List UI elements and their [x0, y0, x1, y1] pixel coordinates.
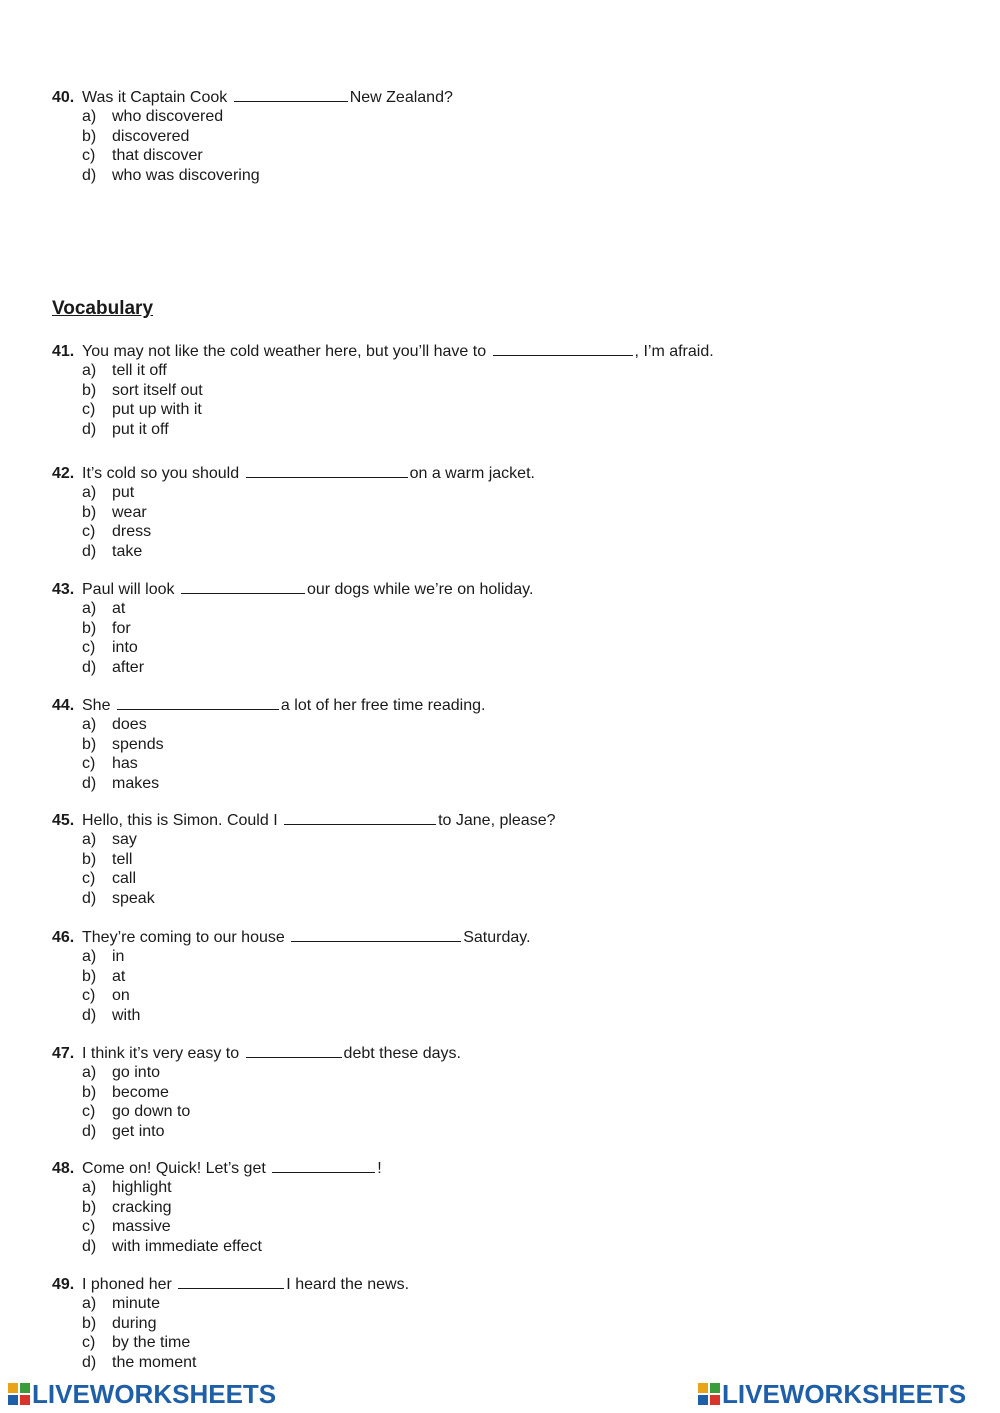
answer-option[interactable]: [52, 361, 952, 381]
question-number: 45.: [52, 812, 75, 829]
option-letter: d): [82, 1006, 97, 1024]
option-text: has: [112, 755, 138, 772]
option-letter: d): [82, 1353, 97, 1371]
option-letter: c): [82, 147, 96, 164]
option-text: say: [112, 831, 137, 848]
option-letter: b): [82, 850, 97, 868]
answer-option[interactable]: [52, 1102, 952, 1122]
liveworksheets-logo-left: [8, 1380, 276, 1408]
answer-option[interactable]: [52, 1237, 952, 1257]
answer-blank[interactable]: [493, 341, 633, 356]
answer-option[interactable]: [52, 967, 952, 987]
answer-option[interactable]: [52, 1217, 952, 1237]
option-letter: a): [82, 108, 97, 125]
logo-text: LIVEWORKSHEETS: [32, 1379, 277, 1409]
option-text: become: [112, 1083, 169, 1101]
option-letter: d): [82, 658, 97, 676]
option-text: put: [112, 484, 135, 501]
question-text-before: Hello, this is Simon. Could I: [82, 812, 283, 829]
question-number: 47.: [52, 1045, 75, 1062]
answer-option[interactable]: [52, 420, 952, 440]
option-text: the moment: [112, 1353, 197, 1371]
answer-option[interactable]: [52, 1178, 952, 1198]
option-letter: d): [82, 889, 97, 907]
option-letter: b): [82, 381, 97, 399]
liveworksheets-logo-right: [698, 1380, 966, 1408]
question-item: [52, 695, 952, 793]
answer-option[interactable]: [52, 522, 952, 542]
option-text: that discover: [112, 147, 203, 164]
question-number: 44.: [52, 697, 75, 714]
question-number: 46.: [52, 929, 75, 946]
answer-option[interactable]: [52, 1006, 952, 1026]
question-text-before: I phoned her: [82, 1276, 177, 1293]
option-letter: a): [82, 948, 97, 965]
question-number: 42.: [52, 465, 75, 482]
option-text: who discovered: [112, 108, 224, 125]
question-text-after: !: [377, 1160, 382, 1177]
option-letter: b): [82, 1314, 97, 1332]
option-letter: a): [82, 362, 97, 379]
answer-blank[interactable]: [234, 87, 348, 102]
option-letter: c): [82, 1334, 96, 1351]
answer-option[interactable]: [52, 1063, 952, 1083]
answer-option[interactable]: [52, 127, 952, 147]
answer-option[interactable]: [52, 735, 952, 755]
option-letter: b): [82, 967, 97, 985]
option-text: put it off: [112, 420, 169, 438]
option-letter: c): [82, 401, 96, 418]
answer-blank[interactable]: [291, 927, 461, 942]
option-letter: b): [82, 619, 97, 637]
logo-text: LIVEWORKSHEETS: [722, 1379, 967, 1409]
liveworksheets-logo-icon: [8, 1383, 30, 1405]
question-item: [52, 463, 952, 561]
option-letter: c): [82, 523, 96, 540]
option-text: cracking: [112, 1198, 172, 1216]
question-item: [52, 1274, 952, 1372]
question-stem: [52, 927, 952, 947]
question-number: 48.: [52, 1160, 75, 1177]
option-letter: b): [82, 503, 97, 521]
answer-option[interactable]: [52, 1333, 952, 1353]
question-text-before: Come on! Quick! Let’s get: [82, 1160, 271, 1177]
option-letter: d): [82, 774, 97, 792]
question-text-after: New Zealand?: [349, 89, 453, 106]
answer-option[interactable]: [52, 1122, 952, 1142]
section-title-vocabulary: Vocabulary: [52, 298, 154, 319]
question-stem: [52, 1274, 952, 1294]
option-letter: a): [82, 831, 97, 848]
option-letter: d): [82, 1237, 97, 1255]
answer-option[interactable]: [52, 850, 952, 870]
answer-option[interactable]: [52, 638, 952, 658]
question-stem: [52, 87, 952, 107]
option-text: minute: [112, 1295, 161, 1312]
question-item: [52, 927, 952, 1025]
answer-option[interactable]: [52, 947, 952, 967]
answer-option[interactable]: [52, 619, 952, 639]
option-text: take: [112, 542, 143, 560]
option-text: put up with it: [112, 401, 202, 418]
answer-blank[interactable]: [272, 1158, 375, 1173]
question-item: [52, 1043, 952, 1141]
answer-option[interactable]: [52, 1294, 952, 1314]
question-text-after: on a warm jacket.: [409, 465, 535, 482]
option-text: highlight: [112, 1179, 172, 1196]
option-letter: c): [82, 987, 96, 1004]
answer-option[interactable]: [52, 774, 952, 794]
answer-option[interactable]: [52, 1314, 952, 1334]
option-letter: a): [82, 1179, 97, 1196]
answer-option[interactable]: [52, 754, 952, 774]
question-text-before: You may not like the cold weather here, but you’ll have to: [82, 343, 491, 360]
question-item: [52, 87, 952, 185]
answer-option[interactable]: [52, 146, 952, 166]
option-letter: d): [82, 166, 97, 184]
question-text-before: She: [82, 697, 115, 714]
question-stem: [52, 579, 952, 599]
option-text: tell: [112, 850, 133, 868]
option-letter: a): [82, 1064, 97, 1081]
option-text: on: [112, 987, 130, 1004]
question-text-after: I heard the news.: [286, 1276, 410, 1293]
question-text-after: , I’m afraid.: [634, 343, 714, 360]
option-text: wear: [112, 503, 147, 521]
option-letter: b): [82, 735, 97, 753]
option-letter: a): [82, 600, 97, 617]
answer-option[interactable]: [52, 1353, 952, 1373]
answer-option[interactable]: [52, 166, 952, 186]
option-text: into: [112, 639, 138, 656]
option-text: after: [112, 658, 145, 676]
question-text-before: I think it’s very easy to: [82, 1045, 244, 1062]
question-text-before: They’re coming to our house: [82, 929, 290, 946]
question-stem: [52, 1158, 952, 1178]
question-stem: [52, 810, 952, 830]
answer-option[interactable]: [52, 381, 952, 401]
option-text: massive: [112, 1218, 171, 1235]
answer-option[interactable]: [52, 715, 952, 735]
option-letter: d): [82, 542, 97, 560]
option-text: for: [112, 619, 131, 637]
answer-option[interactable]: [52, 400, 952, 420]
option-letter: d): [82, 1122, 97, 1140]
option-text: makes: [112, 774, 160, 792]
option-text: during: [112, 1314, 157, 1332]
answer-option[interactable]: [52, 869, 952, 889]
option-text: at: [112, 967, 126, 985]
option-text: sort itself out: [112, 381, 203, 399]
option-text: dress: [112, 523, 152, 540]
option-text: speak: [112, 889, 155, 907]
option-letter: b): [82, 1083, 97, 1101]
option-letter: a): [82, 1295, 97, 1312]
question-stem: [52, 463, 952, 483]
option-letter: c): [82, 1103, 96, 1120]
question-item: [52, 1158, 952, 1256]
option-text: go down to: [112, 1103, 191, 1120]
liveworksheets-logo-icon: [698, 1383, 720, 1405]
question-item: [52, 341, 952, 439]
question-text-after: Saturday.: [463, 929, 531, 946]
answer-option[interactable]: [52, 503, 952, 523]
answer-option[interactable]: [52, 1198, 952, 1218]
option-text: who was discovering: [112, 166, 260, 184]
answer-blank[interactable]: [246, 463, 408, 478]
answer-blank[interactable]: [246, 1043, 342, 1058]
option-text: in: [112, 948, 125, 965]
option-text: tell it off: [112, 362, 167, 379]
answer-option[interactable]: [52, 107, 952, 127]
question-stem: [52, 695, 952, 715]
question-number: 43.: [52, 581, 75, 598]
option-text: with immediate effect: [112, 1237, 262, 1255]
answer-blank[interactable]: [117, 695, 279, 710]
answer-option[interactable]: [52, 1083, 952, 1103]
option-letter: c): [82, 755, 96, 772]
option-letter: b): [82, 1198, 97, 1216]
question-stem: [52, 341, 952, 361]
option-text: with: [112, 1006, 141, 1024]
option-text: get into: [112, 1122, 165, 1140]
option-letter: d): [82, 420, 97, 438]
answer-option[interactable]: [52, 889, 952, 909]
option-text: by the time: [112, 1334, 191, 1351]
question-text-after: our dogs while we’re on holiday.: [306, 581, 534, 598]
option-letter: c): [82, 639, 96, 656]
question-number: 41.: [52, 343, 75, 360]
answer-option[interactable]: [52, 483, 952, 503]
question-text-after: a lot of her free time reading.: [280, 697, 486, 714]
question-item: [52, 579, 952, 677]
option-text: call: [112, 870, 137, 887]
question-stem: [52, 1043, 952, 1063]
option-text: spends: [112, 735, 164, 753]
question-number: 40.: [52, 89, 75, 106]
answer-blank[interactable]: [181, 579, 305, 594]
question-item: [52, 810, 952, 908]
answer-option[interactable]: [52, 599, 952, 619]
option-letter: c): [82, 870, 96, 887]
option-text: go into: [112, 1064, 161, 1081]
option-letter: a): [82, 716, 97, 733]
option-letter: a): [82, 484, 97, 501]
option-text: discovered: [112, 127, 190, 145]
answer-blank[interactable]: [284, 810, 436, 825]
answer-option[interactable]: [52, 986, 952, 1006]
question-text-before: It’s cold so you should: [82, 465, 244, 482]
option-text: at: [112, 600, 126, 617]
question-number: 49.: [52, 1276, 75, 1293]
answer-blank[interactable]: [178, 1274, 284, 1289]
option-letter: c): [82, 1218, 96, 1235]
option-text: does: [112, 716, 147, 733]
answer-option[interactable]: [52, 658, 952, 678]
question-text-before: Paul will look: [82, 581, 179, 598]
answer-option[interactable]: [52, 542, 952, 562]
question-text-before: Was it Captain Cook: [82, 89, 232, 106]
option-letter: b): [82, 127, 97, 145]
answer-option[interactable]: [52, 830, 952, 850]
question-text-after: to Jane, please?: [438, 812, 556, 829]
question-text-after: debt these days.: [343, 1045, 461, 1062]
